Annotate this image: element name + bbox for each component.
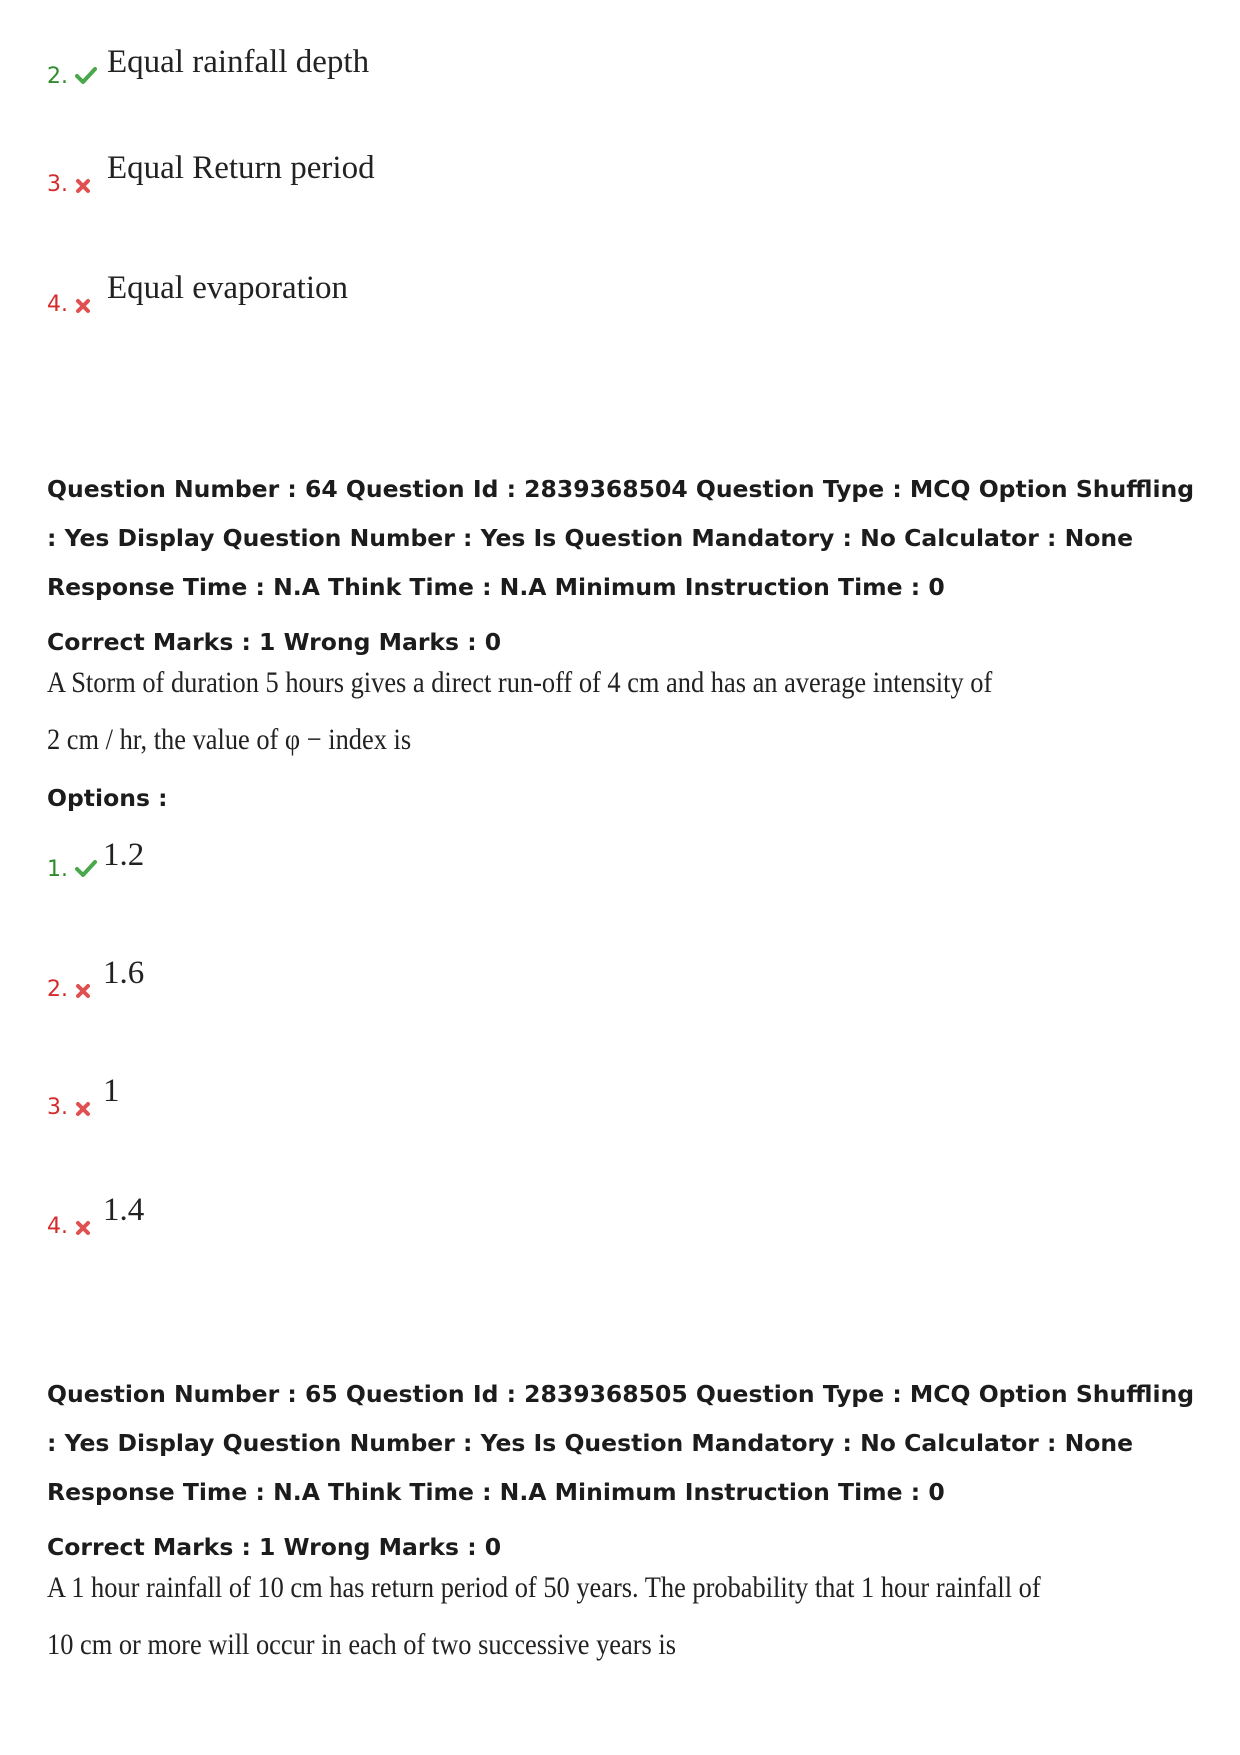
cross-icon	[75, 983, 91, 999]
option-number: 3.	[47, 172, 68, 197]
option-number: 2.	[47, 64, 68, 89]
cross-icon	[75, 1220, 91, 1236]
option-text: 1.2	[103, 837, 145, 873]
option-text: 1.6	[103, 955, 145, 991]
q64-text-line2: 2 cm / hr, the value of φ − index is	[47, 723, 412, 756]
option-text: Equal evaporation	[107, 270, 348, 306]
q64-meta: Question Number : 64 Question Id : 2839368504 Question Type : MCQ Option Shuffling : Yes Display Question Number : Yes Is Question Mandatory : No Calculator : None Response Time : N.A Think Time : N.A Minimum Instruction Time : 0	[47, 475, 1195, 601]
cross-icon	[75, 298, 91, 314]
q65-text-line1: A 1 hour rainfall of 10 cm has return period of 50 years. The probability that 1 hour rainfall of	[47, 1571, 1041, 1604]
option-text: 1.4	[103, 1192, 145, 1228]
option-number: 2.	[47, 977, 68, 1002]
option-number: 4.	[47, 1214, 68, 1239]
q65-meta: Question Number : 65 Question Id : 2839368505 Question Type : MCQ Option Shuffling : Yes Display Question Number : Yes Is Question Mandatory : No Calculator : None Response Time : N.A Think Time : N.A Minimum Instruction Time : 0	[47, 1380, 1195, 1506]
option-text: Equal rainfall depth	[107, 44, 370, 80]
option-text: Equal Return period	[107, 150, 375, 186]
cross-icon	[75, 178, 91, 194]
check-icon	[75, 66, 97, 84]
q65-text-line2: 10 cm or more will occur in each of two successive years is	[47, 1628, 677, 1661]
q64-options-label: Options :	[47, 784, 168, 812]
option-text: 1	[103, 1073, 120, 1109]
option-number: 3.	[47, 1095, 68, 1120]
cross-icon	[75, 1101, 91, 1117]
q64-marks: Correct Marks : 1 Wrong Marks : 0	[47, 628, 502, 656]
option-number: 1.	[47, 857, 68, 882]
q65-marks: Correct Marks : 1 Wrong Marks : 0	[47, 1533, 502, 1561]
check-icon	[75, 859, 97, 877]
option-number: 4.	[47, 292, 68, 317]
q64-text-line1: A Storm of duration 5 hours gives a direct run-off of 4 cm and has an average intensity of	[47, 666, 993, 699]
